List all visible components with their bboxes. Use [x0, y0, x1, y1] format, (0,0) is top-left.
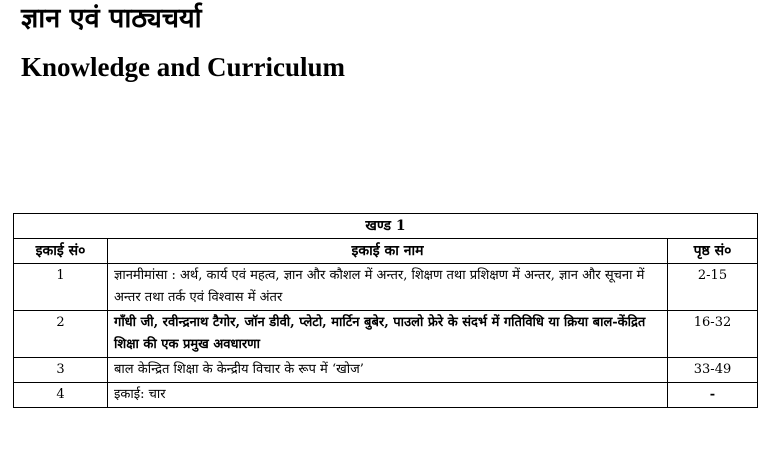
section-header-row	[14, 214, 758, 239]
contents-table	[13, 213, 758, 408]
unit-number-cell: 3	[14, 358, 108, 383]
unit-number-cell: 1	[14, 264, 108, 311]
page-range-cell: 16-32	[668, 311, 758, 358]
page-range-cell: 33-49	[668, 358, 758, 383]
unit-name-cell: ज्ञानमीमांसा : अर्थ, कार्य एवं महत्व, ज्ञान और कौशल में अन्तर, शिक्षण तथा प्रशिक्षण में अन्तर, ज्ञान और सूचना में अन्तर तथा तर्क एवं विश्वास में अंतर	[108, 264, 668, 311]
unit-name-cell: इकाई: चार	[108, 383, 668, 408]
page-range-cell: -	[668, 383, 758, 408]
page-number-header: पृष्ठ सं०	[668, 239, 758, 264]
table-row	[14, 383, 758, 408]
document-title-hindi: ज्ञान एवं पाठ्यचर्या	[21, 3, 202, 34]
unit-name-cell: गाँधी जी, रवीन्द्रनाथ टैगोर, जॉन डीवी, प्लेटो, मार्टिन बुबेर, पाउलो फ्रेरे के संदर्भ में गतिविधि या क्रिया बाल-केंद्रित शिक्षा की एक प्रमुख अवधारणा	[108, 311, 668, 358]
unit-number-header: इकाई सं०	[14, 239, 108, 264]
page-range-cell: 2-15	[668, 264, 758, 311]
column-header-row	[14, 239, 758, 264]
unit-name-header: इकाई का नाम	[108, 239, 668, 264]
document-title-english: Knowledge and Curriculum	[21, 52, 346, 82]
unit-name-cell: बाल केन्द्रित शिक्षा के केन्द्रीय विचार के रूप में ‘खोज’	[108, 358, 668, 383]
table-row	[14, 358, 758, 383]
table-row	[14, 264, 758, 311]
unit-number-cell: 2	[14, 311, 108, 358]
unit-number-cell: 4	[14, 383, 108, 408]
section-title: खण्ड 1	[14, 214, 758, 239]
table-row	[14, 311, 758, 358]
